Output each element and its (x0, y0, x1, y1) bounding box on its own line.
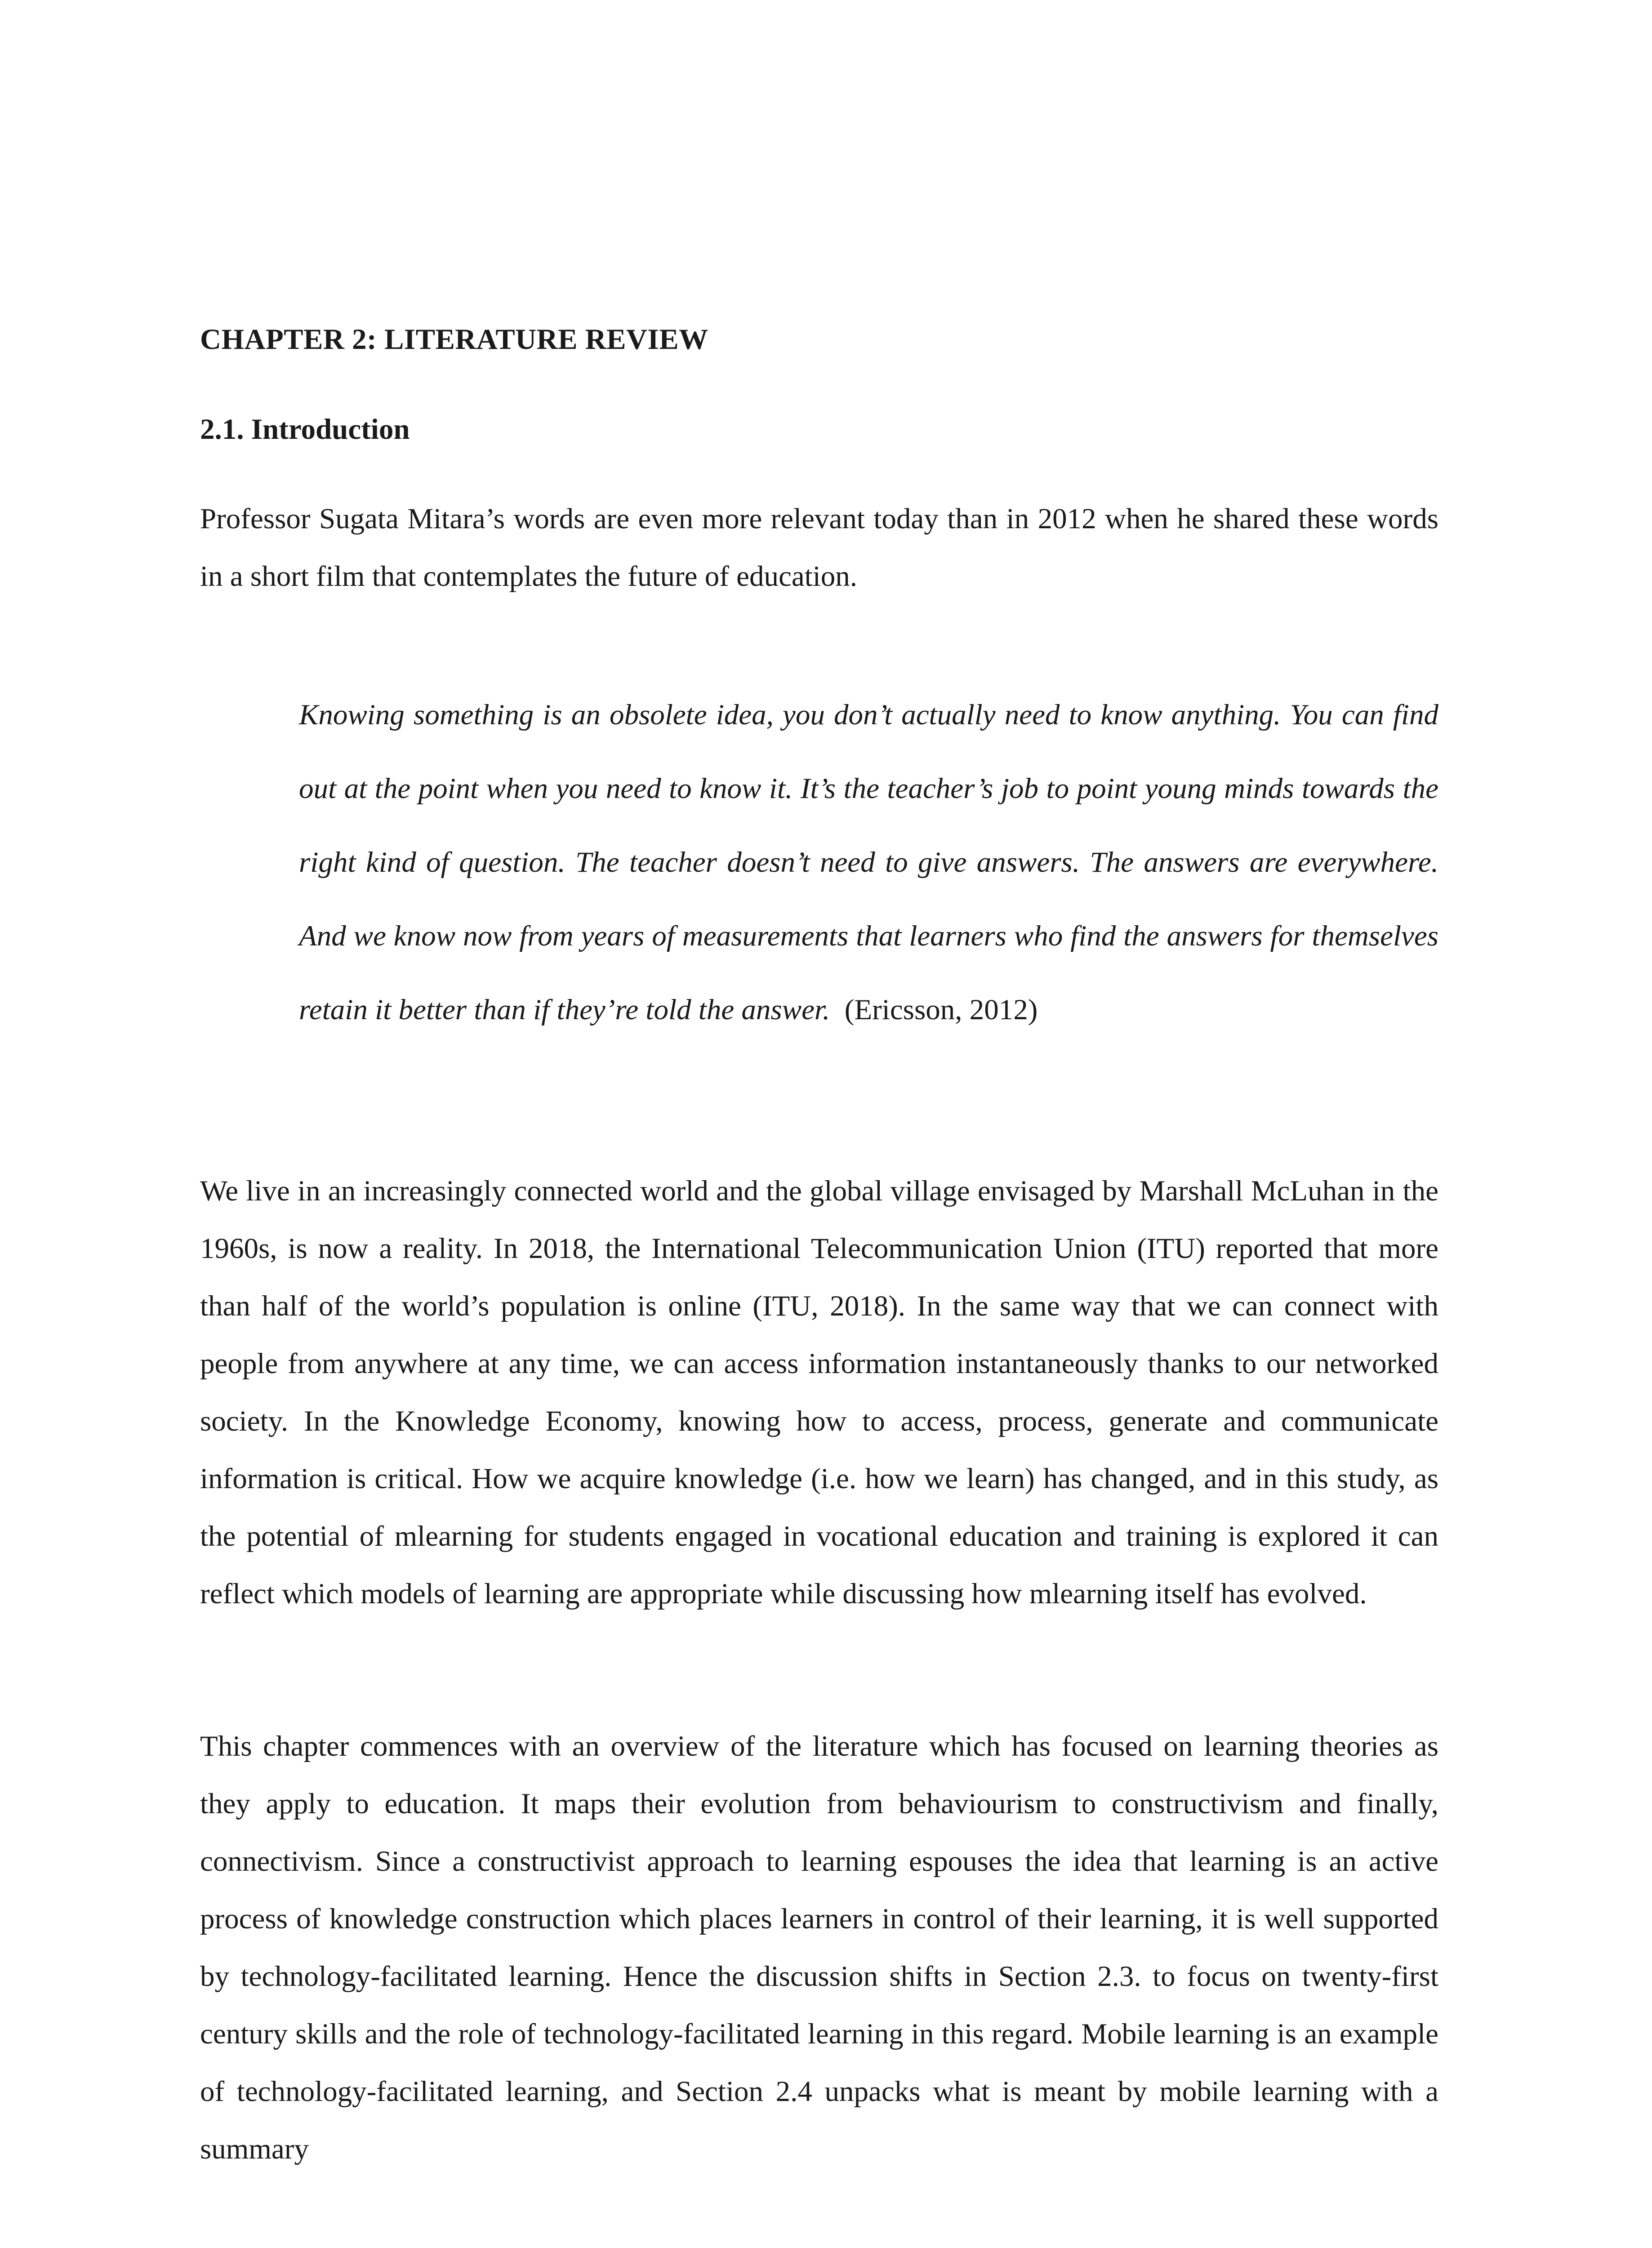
body-paragraph-1: We live in an increasingly connected world and the global village envisaged by Marshall McLuhan in the 1960s, is now a reality. In 2018, the International Telecommunication Union (ITU) reported that more than half of the world’s population is online (ITU, 2018). In the same way that we can connect with people from anywhere at any time, we can access information instantaneously thanks to our networked society. In the Knowledge Economy, knowing how to access, process, generate and communicate information is critical. How we acquire knowledge (i.e. how we learn) has changed, and in this study, as the potential of mlearning for students engaged in vocational education and training is explored it can reflect which models of learning are appropriate while discussing how mlearning itself has evolved. (200, 1175, 1438, 1610)
section-heading: 2.1. Introduction (200, 413, 410, 446)
block-quote (299, 678, 1438, 1047)
chapter-title: CHAPTER 2: LITERATURE REVIEW (200, 323, 708, 356)
body-paragraph-2: This chapter commences with an overview of the literature which has focused on learning theories as they apply to education. It maps their evolution from behaviourism to constructivism and finally, connectivism. Since a constructivist approach to learning espouses the idea that learning is an active process of knowledge construction which places learners in control of their learning, it is well supported by technology-facilitated learning. Hence the discussion shifts in Section 2.3. to focus on twenty-first century skills and the role of technology-facilitated learning in this regard. Mobile learning is an example of technology-facilitated learning, and Section 2.4 unpacks what is meant by mobile learning with a summary (200, 1730, 1438, 2165)
block-quote-text: Knowing something is an obsolete idea, you don’t actually need to know anything. You can find out at the point when you need to know it. It’s the teacher’s job to point young minds towards the right kind of question. The teacher doesn’t need to give answers. The answers are everywhere. And we know now from years of measurements that learners who find the answers for themselves retain it better than if they’re told the answer. (299, 699, 1438, 1026)
intro-paragraph: Professor Sugata Mitara’s words are even more relevant today than in 2012 when he shared these words in a short film that contemplates the future of education. (200, 503, 1438, 593)
block-quote-citation: (Ericsson, 2012) (844, 994, 1038, 1026)
